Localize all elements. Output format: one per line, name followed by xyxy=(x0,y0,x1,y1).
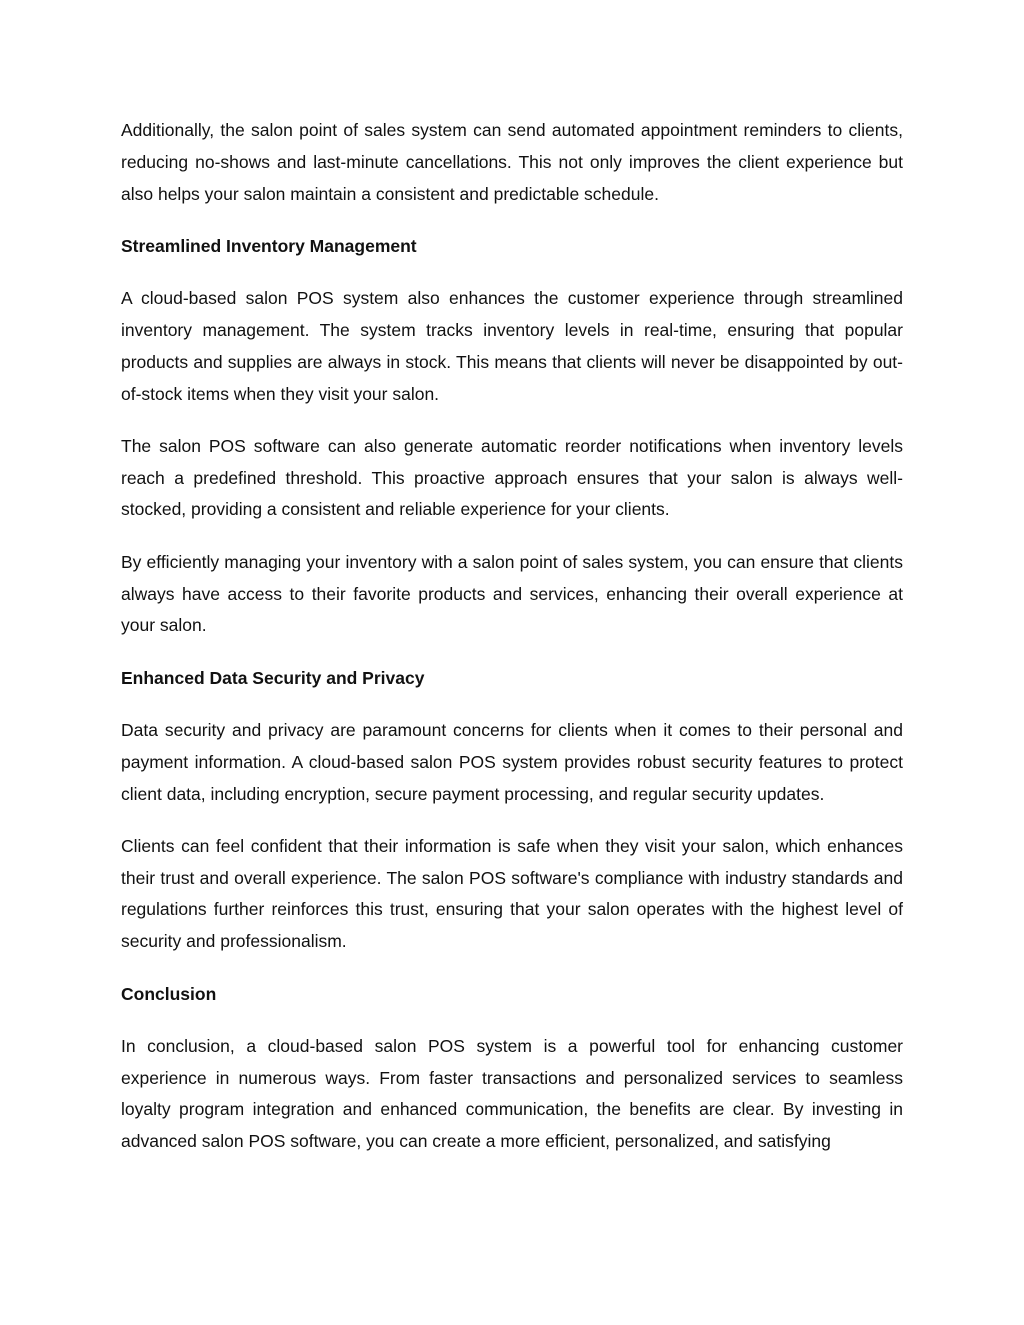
heading-streamlined-inventory-management: Streamlined Inventory Management xyxy=(121,235,417,256)
paragraph-appointment-reminders: Additionally, the salon point of sales system can send automated appointment reminders to clients, reducing no-shows and last-minute cancellations. This not only improves the client experience but also helps your salon maintain a consistent and predictable schedule. xyxy=(121,120,903,204)
paragraph-reorder-notifications: The salon POS software can also generate automatic reorder notifications when inventory levels reach a predefined threshold. This proactive approach ensures that your salon is always well-stocked, providing a consistent and reliable experience for your clients. xyxy=(121,435,903,520)
paragraph-data-security: Data security and privacy are paramount concerns for clients when it comes to their personal and payment information. A cloud-based salon POS system provides robust security features to protect client data, including encryption, secure payment processing, and regular security updates. xyxy=(121,719,903,804)
document-page xyxy=(121,115,903,1179)
paragraph-client-trust: Clients can feel confident that their information is safe when they visit your salon, which enhances their trust and overall experience. The salon POS software's compliance with industry standards and regulations further reinforces this trust, ensuring that your salon operates with the highest level of security and professionalism. xyxy=(121,835,903,952)
paragraph-inventory-management: A cloud-based salon POS system also enhances the customer experience through streamlined inventory management. The system tracks inventory levels in real-time, ensuring that popular products and supplies are always in stock. This means that clients will never be disappointed by out-of-stock items when they visit your salon. xyxy=(121,288,903,404)
paragraph-conclusion: In conclusion, a cloud-based salon POS system is a powerful tool for enhancing customer experience in numerous ways. From faster transactions and personalized services to seamless loyalty program integration and enhanced communication, the benefits are clear. By investing in advanced salon POS software, you can create a more efficient, personalized, and satisfying xyxy=(121,1035,903,1152)
heading-enhanced-data-security: Enhanced Data Security and Privacy xyxy=(121,667,425,688)
heading-conclusion: Conclusion xyxy=(121,983,217,1004)
paragraph-efficient-inventory: By efficiently managing your inventory with a salon point of sales system, you can ensure that clients always have access to their favorite products and services, enhancing their overall experience at your salon. xyxy=(121,551,903,636)
